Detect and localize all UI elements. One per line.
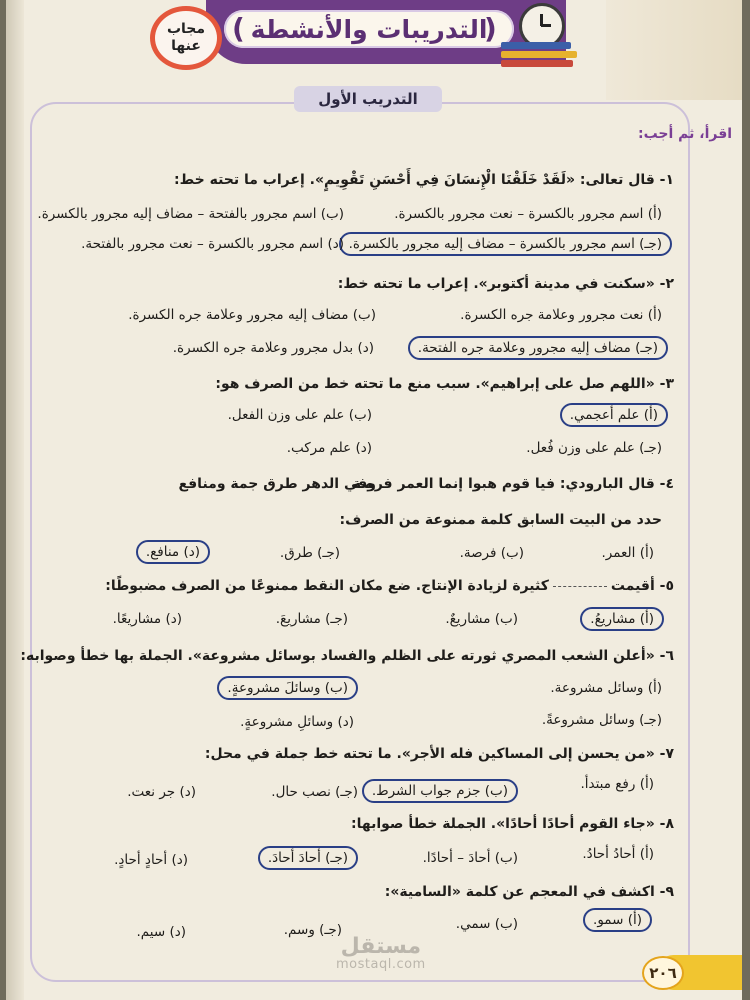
instruction-text: اقرأ، ثم أجب: [638,126,733,142]
q1-option-d[interactable]: (د) اسم مجرور بالكسرة – نعت مجرور بالفتحة. [81,236,344,252]
q3-option-a-selected[interactable]: (أ) علم أعجمي. [560,403,668,427]
q6-option-b-selected[interactable]: (ب) وسائلَ مشروعةٍ. [217,676,358,700]
title-bracket-left: ( [232,12,245,45]
question-9: ٩- اكشف في المعجم عن كلمة «السامية»: [384,884,674,900]
page-number: ٢٠٦ [642,956,684,990]
q4-option-b[interactable]: (ب) فرصة. [459,545,524,561]
q2-option-d[interactable]: (د) بدل مجرور وعلامة جره الكسرة. [172,340,374,356]
q4-option-c[interactable]: (جـ) طرق. [279,545,340,561]
q7-option-c[interactable]: (جـ) نصب حال. [271,784,358,800]
title-bracket-right: ) [484,12,497,45]
badge-line2: عنها [171,38,201,54]
question-5-start: ٥- أقيمت [610,578,674,594]
q5-option-d[interactable]: (د) مشاريعًا. [112,611,182,627]
q9-option-b[interactable]: (ب) سمي. [455,916,518,932]
watermark-arabic: مستقل [340,934,422,959]
q3-option-b[interactable]: (ب) علم على وزن الفعل. [227,407,372,423]
question-4-verse2: وفي الدهر طرق جمة ومنافع [178,476,376,492]
books-icon [501,42,579,69]
question-4-prompt: حدد من البيت السابق كلمة ممنوعة من الصرف: [339,512,662,528]
watermark-latin: mostaql.com [336,957,426,972]
question-2: ٢- «سكنت في مدينة أكتوبر». إعراب ما تحته خط: [337,276,674,292]
q7-option-d[interactable]: (د) جر نعت. [127,784,196,800]
q9-option-c[interactable]: (جـ) وسم. [283,922,342,938]
q5-option-c[interactable]: (جـ) مشاريعَ. [275,611,348,627]
q1-option-c-selected[interactable]: (جـ) اسم مجرور بالكسرة – مضاف إليه مجرور بالكسرة. [339,232,672,256]
q4-option-a[interactable]: (أ) العمر. [601,545,654,561]
q2-option-b[interactable]: (ب) مضاف إليه مجرور وعلامة جره الكسرة. [128,307,376,323]
q2-option-a[interactable]: (أ) نعت مجرور وعلامة جره الكسرة. [460,307,662,323]
q9-option-a-selected[interactable]: (أ) سمو. [583,908,652,932]
drill-label: التدريب الأول [294,86,442,112]
q5-option-a-selected[interactable]: (أ) مشاريعُ. [580,607,664,631]
question-8: ٨- «جاء القوم أحادًا أحادًا». الجملة خطأ صوابها: [351,816,674,832]
q8-option-c-selected[interactable]: (جـ) أحادَ أحادَ. [258,846,358,870]
blank-line [553,586,607,587]
question-3: ٣- «اللهم صل على إبراهيم». سبب منع ما تحته خط من الصرف هو: [215,376,674,392]
question-4-verse1: ٤- قال البارودي: فيا قوم هبوا إنما العمر فرصة [352,476,674,492]
q7-option-a[interactable]: (أ) رفع مبتدأ. [580,776,654,792]
header-title-pill [224,10,514,48]
q5-option-b[interactable]: (ب) مشاريعٌ. [445,611,518,627]
workbook-page [6,0,742,1000]
answered-badge [150,6,222,70]
badge-line1: مجاب [166,21,206,37]
q3-option-c[interactable]: (جـ) علم على وزن فُعل. [526,440,662,456]
q8-option-d[interactable]: (د) أحادٍ أحادٍ. [114,852,188,868]
question-6: ٦- «أعلن الشعب المصري ثورته على الظلم والفساد بوسائل مشروعة». الجملة بها خطأ وصوابه: [20,648,674,664]
q1-option-b[interactable]: (ب) اسم مجرور بالفتحة – مضاف إليه مجرور بالكسرة. [37,206,344,222]
question-7: ٧- «من يحسن إلى المساكين فله الأجر». ما تحته خط جملة في محل: [204,746,674,762]
q6-option-c[interactable]: (جـ) وسائل مشروعةً. [541,712,662,728]
q1-option-a[interactable]: (أ) اسم مجرور بالكسرة – نعت مجرور بالكسرة. [394,206,662,222]
q6-option-a[interactable]: (أ) وسائل مشروعة. [550,680,662,696]
q9-option-d[interactable]: (د) سيم. [136,924,186,940]
page-title: التدريبات والأنشطة [250,14,488,44]
question-5 [105,578,674,594]
question-1: ١- قال تعالى: «لَقَدْ خَلَقْنَا الْإِنسَانَ فِي أَحْسَنِ تَقْوِيمٍ». إعراب ما تحته خط: [174,172,674,188]
page-fold [6,0,24,1000]
q4-option-d-selected[interactable]: (د) منافع. [136,540,210,564]
watermark [336,934,426,974]
corner-shade [606,0,742,100]
q2-option-c-selected[interactable]: (جـ) مضاف إليه مجرور وعلامة جره الفتحة. [408,336,668,360]
q8-option-b[interactable]: (ب) أحادَ – أحادًا. [422,850,518,866]
q3-option-d[interactable]: (د) علم مركب. [286,440,372,456]
q7-option-b-selected[interactable]: (ب) جزم جواب الشرط. [362,779,518,803]
q8-option-a[interactable]: (أ) أحادُ أحادُ. [582,846,654,862]
question-5-end: كثيرة لزيادة الإنتاج. ضع مكان النقط ممنوعًا من الصرف مضبوطًا: [105,578,549,594]
q6-option-d[interactable]: (د) وسائلِ مشروعةٍ. [240,714,354,730]
